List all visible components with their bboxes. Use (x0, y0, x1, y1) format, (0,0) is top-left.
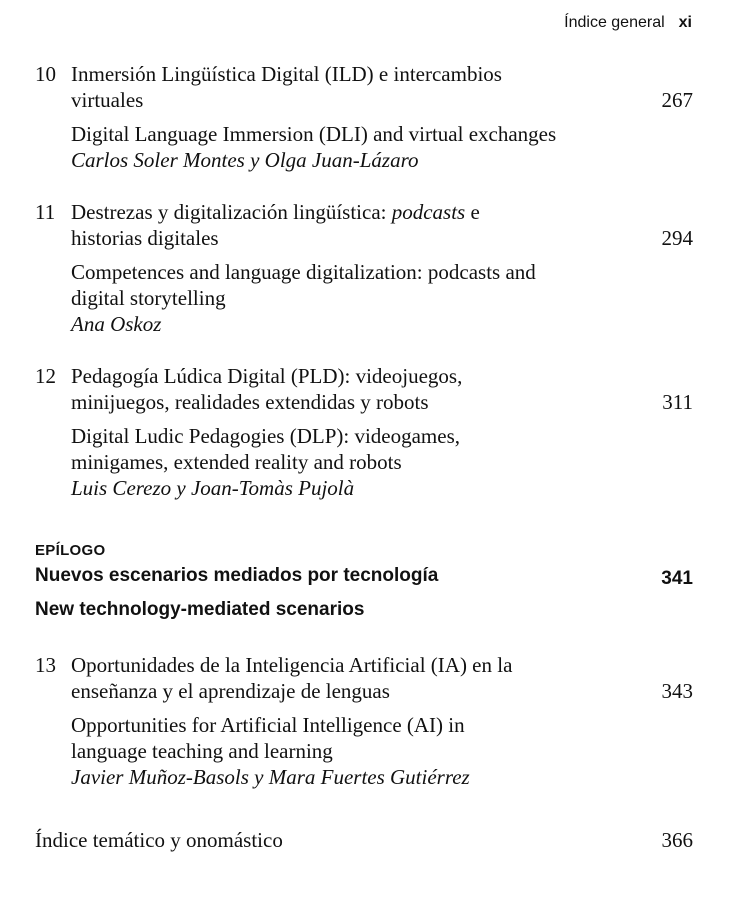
chapter-title-es-line: Pedagogía Lúdica Digital (PLD): videojuegos, (71, 364, 463, 388)
chapter-title-es-italic: podcasts (391, 200, 466, 224)
toc-entry-chapter-13[interactable] (35, 652, 693, 790)
chapter-title-es-line: minijuegos, realidades extendidas y robots (71, 390, 429, 414)
running-head (564, 14, 692, 32)
chapter-page: 267 (661, 88, 693, 112)
chapter-authors: Luis Cerezo y Joan-Tomàs Pujolà (71, 476, 355, 500)
chapter-title-es (71, 61, 693, 113)
chapter-title-es-line: enseñanza y el aprendizaje de lenguas (71, 679, 390, 703)
running-head-title: Índice general (564, 14, 665, 31)
epilogue-page: 341 (661, 568, 693, 589)
chapter-title-en (71, 423, 693, 475)
chapter-title-en (71, 259, 693, 311)
chapter-authors: Ana Oskoz (71, 312, 162, 336)
chapter-number: 11 (35, 200, 56, 224)
toc-entry-epilogue[interactable] (35, 542, 693, 623)
chapter-title-en-line: Digital Ludic Pedagogies (DLP): videogames, (71, 424, 461, 448)
chapter-title-es (71, 652, 693, 704)
chapter-title-en-line: language teaching and learning (71, 739, 333, 763)
running-head-page-number: xi (678, 14, 692, 31)
chapter-number: 12 (35, 364, 56, 388)
chapter-title-en-line: digital storytelling (71, 286, 226, 310)
chapter-title-es-line (71, 199, 633, 225)
chapter-title-en-line: Digital Language Immersion (DLI) and virtual exchanges (71, 122, 557, 146)
chapter-page: 294 (661, 226, 693, 250)
chapter-number: 13 (35, 653, 56, 677)
toc-entry-chapter-10[interactable] (35, 61, 693, 173)
chapter-page: 311 (662, 390, 693, 414)
index-page: 366 (661, 828, 693, 852)
index-title: Índice temático y onomástico (35, 828, 283, 852)
chapter-title-es-text: Destrezas y digitalización lingüística: (71, 200, 392, 224)
chapter-authors: Carlos Soler Montes y Olga Juan-Lázaro (71, 148, 419, 172)
epilogue-title-en: New technology-mediated scenarios (35, 599, 365, 620)
chapter-title-es-line: virtuales (71, 88, 144, 112)
chapter-title-es-line: historias digitales (71, 226, 219, 250)
chapter-title-en-line: Competences and language digitalization: podcasts and (71, 260, 536, 284)
chapter-number: 10 (35, 62, 56, 86)
chapter-title-es (71, 363, 693, 415)
chapter-title-es-line: Oportunidades de la Inteligencia Artificial (IA) en la (71, 653, 513, 677)
toc-entry-chapter-11[interactable] (35, 199, 693, 337)
chapter-title-en (71, 712, 693, 764)
chapter-title-en-line: minigames, extended reality and robots (71, 450, 402, 474)
chapter-title-en (71, 121, 693, 147)
chapter-title-en-line: Opportunities for Artificial Intelligence (AI) in (71, 713, 465, 737)
epilogue-title-es: Nuevos escenarios mediados por tecnología (35, 565, 439, 586)
chapter-title-es-text: e (465, 200, 480, 224)
epilogue-label: EPÍLOGO (35, 542, 106, 559)
chapter-authors: Javier Muñoz-Basols y Mara Fuertes Gutiérrez (71, 765, 470, 789)
chapter-title-es-line: Inmersión Lingüística Digital (ILD) e intercambios (71, 62, 502, 86)
toc-entry-chapter-12[interactable] (35, 363, 693, 501)
toc-entry-index[interactable] (35, 827, 693, 853)
chapter-title-es (71, 199, 693, 251)
chapter-page: 343 (661, 679, 693, 703)
